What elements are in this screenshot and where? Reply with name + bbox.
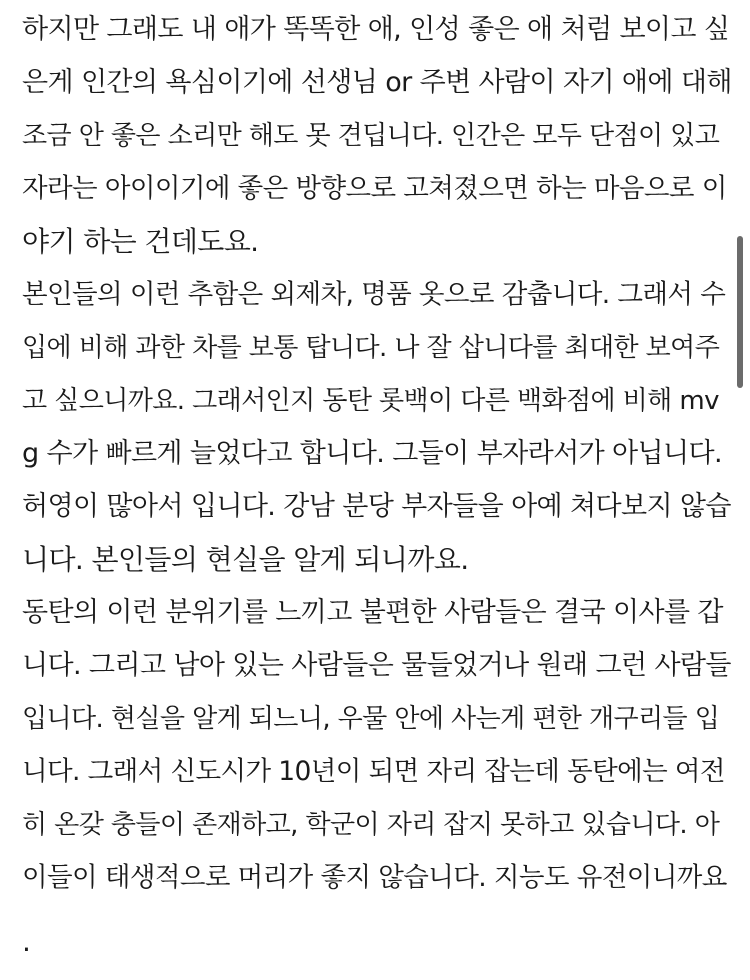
text-line: 니다. 본인들의 현실을 알게 되니까요. [22,543,469,576]
text-line: 입니다. 현실을 알게 되느니, 우물 안에 사는게 편한 개구리들 입 [22,704,720,734]
text-line: 자라는 아이이기에 좋은 방향으로 고쳐졌으면 하는 마음으로 이 [22,173,727,204]
text-line: 동탄의 이런 분위기를 느끼고 불편한 사람들은 결국 이사를 갑 [22,597,723,628]
text-line: 조금 안 좋은 소리만 해도 못 견딥니다. 인간은 모두 단점이 있고 [22,121,720,151]
text-line: 히 온갖 충들이 존재하고, 학군이 자리 잡지 못하고 있습니다. 아 [22,810,720,840]
text-line: 이들이 태생적으로 머리가 좋지 않습니다. 지능도 유전이니까요 [22,862,727,893]
text-line: 니다. 그리고 남아 있는 사람들은 물들었거나 원래 그런 사람들 [22,650,731,681]
text-line: 고 싶으니까요. 그래서인지 동탄 롯백이 다른 백화점에 비해 mv [22,386,719,416]
text-line: 허영이 많아서 입니다. 강남 분당 부자들을 아예 쳐다보지 않습 [22,491,731,522]
text-line: 은게 인간의 욕심이기에 선생님 or 주변 사람이 자기 애에 대해 [22,67,732,98]
text-line: 하지만 그래도 내 애가 똑똑한 애, 인성 좋은 애 처럼 보이고 싶 [22,14,730,45]
text-line: . [22,925,31,958]
text-line: 니다. 그래서 신도시가 10년이 되면 자리 잡는데 동탄에는 여전 [22,756,725,787]
text-line: 야기 하는 건데도요. [22,225,259,258]
scrollbar-thumb[interactable] [737,236,743,388]
text-line: 본인들의 이런 추함은 외제차, 명품 옷으로 감춥니다. 그래서 수 [22,279,726,310]
text-line: 입에 비해 과한 차를 보통 탑니다. 나 잘 삽니다를 최대한 보여주 [22,333,720,363]
text-line: g 수가 빠르게 늘었다고 합니다. 그들이 부자라서가 아닙니다. [22,438,722,469]
